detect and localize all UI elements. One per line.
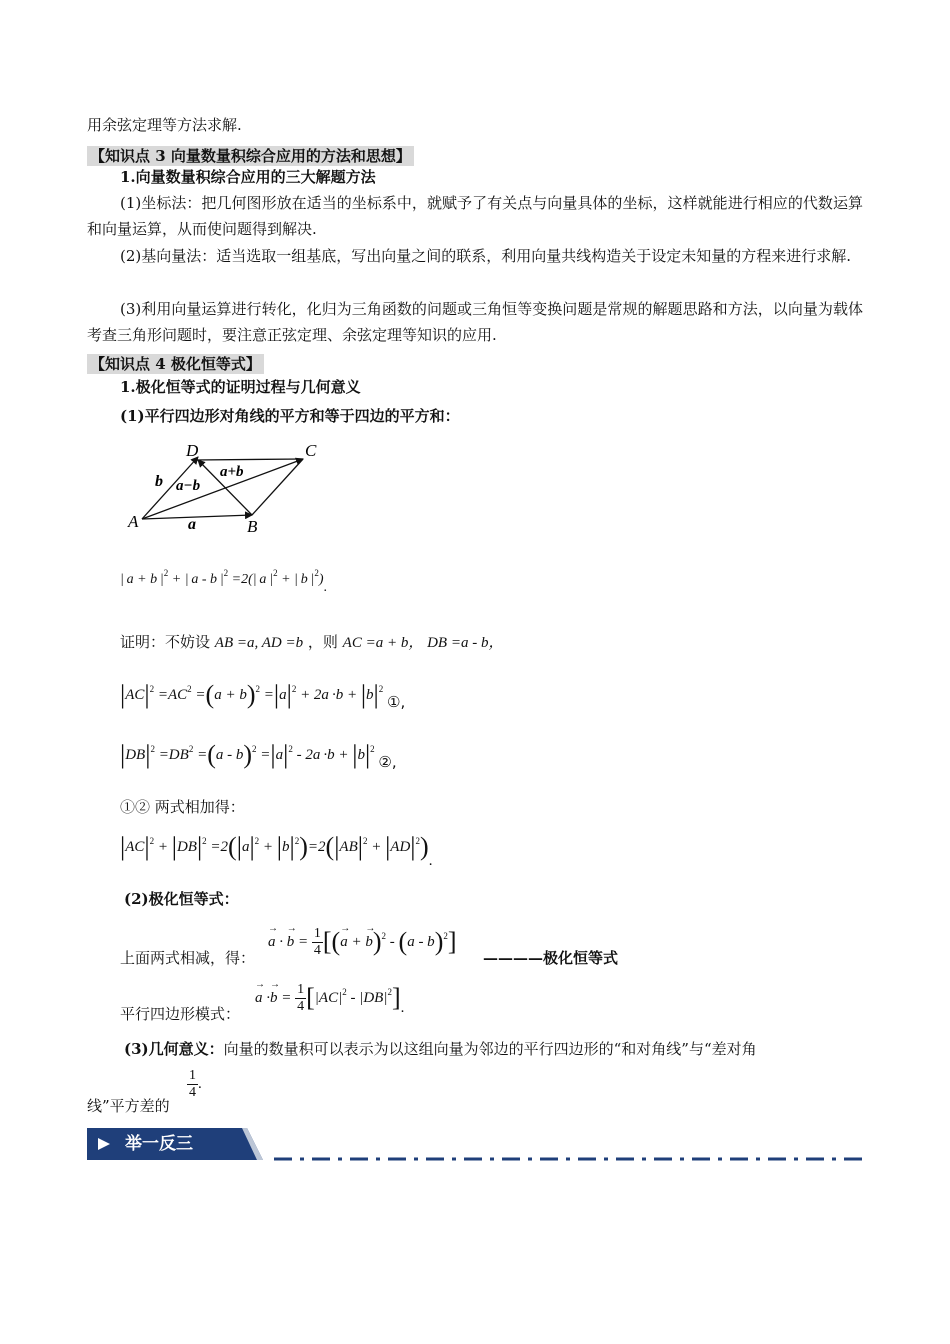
vertex-a-label: A xyxy=(128,512,139,531)
quarter-fraction: $\frac{1}{4}$ . xyxy=(189,1068,202,1100)
parallelogram-law-formula: | a + b $|^2$ + | a - b $|^2 =2(|$ a $|^2$ + | b $|^2$). xyxy=(120,568,328,595)
kp3-title: 【知识点 3 向量数量积综合应用的方法和思想】 xyxy=(87,146,414,166)
proof-mid: ，则 xyxy=(307,633,338,651)
kp4-part1-title: (1)平行四边形对角线的平方和等于四边的平方和： xyxy=(120,407,460,425)
vertex-d-label: D xyxy=(186,441,199,460)
circle-one: ①, xyxy=(387,693,406,711)
add-text: ①② 两式相加得： xyxy=(120,798,245,816)
kp4-part3-title: (3)几何意义： xyxy=(124,1040,224,1058)
kp3-item3: (3)利用向量运算进行转化，化归为三角函数的问题或三角恒等变换问题是常规的解题思路和方法，以向量为载体考查三角形问题时，要注意正弦定理、余弦定理等知识的应用. xyxy=(87,300,863,344)
banner-dashed-rule xyxy=(274,1156,864,1162)
side-a-label: a xyxy=(188,516,196,533)
kp4-part2-title: (2)极化恒等式： xyxy=(124,890,239,908)
parallelogram-mode-formula: → a ·→ b = $\frac{1}{4}$ $[|AC|^2 - |DB|^2]$. xyxy=(255,982,404,1017)
kp3-item2: (2)基向量法：适当选取一组基底，写出向量之间的联系，利用向量共线构造关于设定未知量的方程来进行求解. xyxy=(120,247,852,265)
equation-db: $|DB|^2 =DB^2 =(a - b)^2 =|a|^2 - 2a \cdot b + |b|^2$ ②, xyxy=(120,740,397,771)
sum-vector-label: a+b xyxy=(220,464,244,480)
section-banner xyxy=(87,1128,265,1162)
kp4-part3 xyxy=(124,1039,757,1059)
kp4-part3-text: 向量的数量积可以表示为以这组向量为邻边的平行四边形的“和对角线”与“差对角 xyxy=(223,1040,757,1058)
polarization-identity: → a · → b = $\frac{1}{4}$ [(→ a + → b)$^2$ - (a - b)$^2$] xyxy=(268,926,457,959)
kp4-subtitle: 1.极化恒等式的证明过程与几何意义 xyxy=(120,378,361,396)
kp3-subtitle: 1.向量数量积综合应用的三大解题方法 xyxy=(120,168,376,186)
proof-assumption: AB =a, AD =b xyxy=(214,635,304,651)
identity-label: ————极化恒等式 xyxy=(483,949,619,967)
banner-label: 举一反三 xyxy=(125,1134,193,1154)
play-triangle-icon xyxy=(97,1137,111,1151)
side-b-label: b xyxy=(155,473,163,490)
proof-line xyxy=(120,632,503,653)
parallelogram-figure xyxy=(120,436,330,536)
parallelogram-mode-text: 平行四边形模式： xyxy=(120,1005,241,1023)
kp4-title: 【知识点 4 极化恒等式】 xyxy=(87,354,264,374)
equation-ac: $|AC|^2 =AC^2 =(a + b)^2 =|a|^2 + 2a \cdot b + |b|^2$ ①, xyxy=(120,680,406,711)
vertex-b-label: B xyxy=(247,517,258,536)
subtract-text: 上面两式相减，得： xyxy=(120,949,256,967)
kp4-part3-tail-line xyxy=(87,1096,170,1116)
kp3-item1: (1)坐标法：把几何图形放在适当的坐标系中，就赋予了有关点与向量具体的坐标，这样就能进行相应的代数运算和向量运算，从而使问题得到解决. xyxy=(87,194,863,238)
proof-diagonals: AC =a + b， DB =a - b， xyxy=(342,635,504,651)
circle-two: ②, xyxy=(378,753,397,771)
diff-vector-label: a−b xyxy=(176,478,201,494)
kp4-part3-tail: 线”平方差的 xyxy=(87,1097,170,1115)
proof-prefix: 证明：不妨设 xyxy=(120,633,211,651)
vertex-c-label: C xyxy=(305,441,317,460)
equation-sum: $|AC|^2 + |DB|^2 =2(|a|^2 + |b|^2)=2(|AB|^2 + |AD|^2)$. xyxy=(120,832,433,869)
intro-tail: 用余弦定理等方法求解. xyxy=(87,116,242,134)
